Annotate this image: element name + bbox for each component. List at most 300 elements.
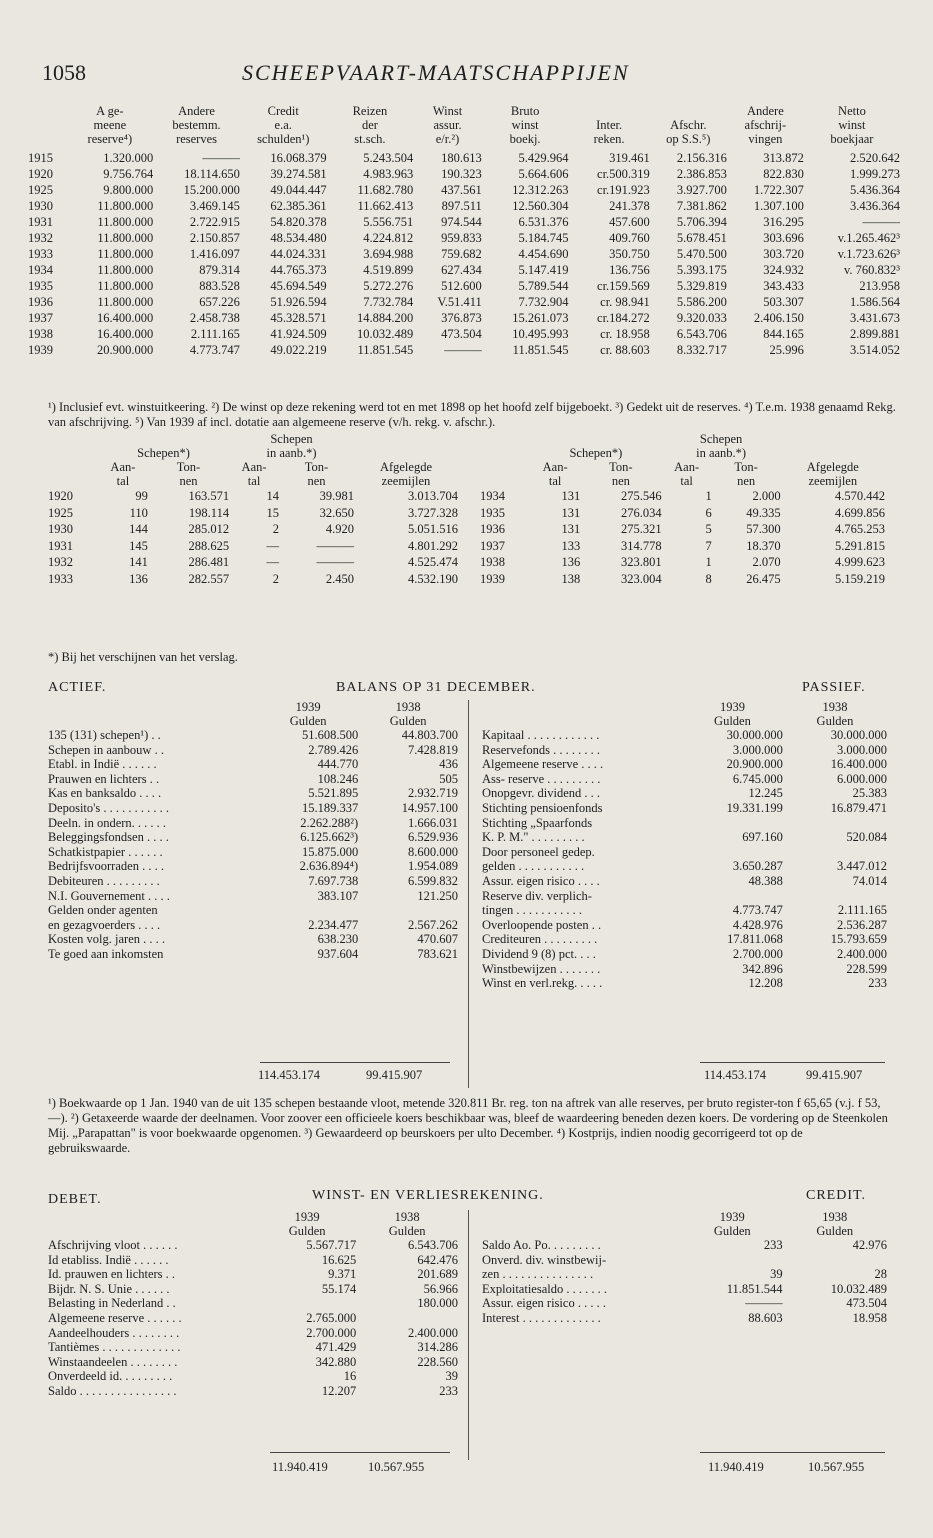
col-1938: 1938: [822, 1210, 848, 1224]
value-1938: 473.504: [846, 1296, 887, 1311]
value-cell: 285.012: [188, 522, 230, 536]
page-number: 1058: [42, 60, 86, 85]
item-label: Stichting „Spaarfonds: [482, 815, 593, 830]
table-row: [28, 294, 900, 310]
item-label: 135 (131) schepen¹) . .: [48, 728, 161, 742]
value-cell: 6.543.706: [676, 327, 727, 341]
value-1939: 48.388: [748, 873, 783, 888]
value-1939: 697.160: [742, 830, 783, 845]
total-rule: [700, 1062, 885, 1063]
column-header: [28, 104, 67, 150]
value-cell: 5: [705, 522, 712, 536]
value-1938: 1.666.031: [408, 815, 458, 830]
value-1939: 6.125.662³): [300, 830, 359, 845]
value-cell: 11.800.000: [97, 215, 154, 229]
item-label: Gelden onder agenten: [48, 903, 158, 918]
value-cell: 11.800.000: [97, 263, 154, 277]
value-1938: 6.543.706: [408, 1238, 458, 1252]
value-1938: 1.954.089: [408, 859, 458, 874]
value-1939: 20.900.000: [726, 757, 783, 772]
value-cell: 49.044.447: [270, 183, 327, 197]
value-1938: 228.560: [417, 1354, 458, 1369]
value-cell: 5.664.606: [518, 167, 569, 181]
item-label: N.I. Gouvernement . . . .: [48, 888, 170, 903]
value-cell: 2.899.881: [850, 327, 900, 341]
item-label: Ass- reserve . . . . . . . . .: [482, 771, 601, 786]
value-cell: 110: [129, 505, 148, 520]
value-cell: 503.307: [763, 295, 804, 309]
list-item: [48, 1296, 458, 1311]
value-1939: [682, 816, 783, 831]
value-1938: [356, 1311, 458, 1326]
year-cell: 1930: [48, 522, 73, 536]
value-cell: 14: [266, 489, 280, 503]
value-1939: 51.608.500: [301, 728, 359, 742]
value-cell: 288.625: [188, 538, 230, 553]
list-item: [48, 1355, 458, 1370]
col-1939: 1939: [295, 700, 321, 714]
list-item: [48, 757, 458, 772]
value-cell: 313.872: [763, 151, 804, 165]
value-cell: 9.756.764: [103, 167, 154, 181]
year-cell: 1939: [28, 343, 53, 357]
actief-total-1939: 114.453.174: [258, 1068, 321, 1082]
value-1938: 8.600.000: [408, 844, 458, 859]
value-cell: 16.400.000: [96, 327, 154, 341]
list-item: [48, 874, 458, 889]
value-cell: 6: [705, 505, 712, 520]
value-cell: 11.851.545: [512, 343, 569, 357]
value-cell: 879.314: [199, 263, 240, 277]
group-schepen: Schepen*): [137, 446, 190, 460]
value-1939: [682, 1253, 783, 1268]
list-item: [48, 903, 458, 918]
value-cell: 303.696: [763, 231, 804, 245]
value-cell: 44.765.373: [270, 263, 327, 277]
value-cell: 45.328.571: [270, 311, 327, 325]
list-item: [48, 918, 458, 933]
financial-history-table: [28, 104, 900, 358]
value-cell: 1.722.307: [753, 183, 804, 197]
value-1939: 55.174: [321, 1281, 357, 1296]
value-cell: 11.662.413: [357, 199, 414, 213]
list-item: [48, 1340, 458, 1355]
list-item: [48, 1238, 458, 1253]
item-label: Prauwen en lichters . .: [48, 771, 160, 786]
table-row: [28, 310, 900, 326]
table-row: [28, 198, 900, 214]
value-cell: 131: [561, 522, 581, 536]
value-cell: 2.406.150: [753, 311, 804, 325]
year-cell: 1936: [480, 522, 505, 536]
value-cell: 974.544: [441, 215, 482, 229]
value-1938: 6.000.000: [837, 771, 887, 786]
value-cell: 2.000: [752, 489, 781, 503]
value-1939: 342.880: [315, 1354, 357, 1369]
col-1938: 1938: [395, 700, 421, 714]
value-cell: 4.801.292: [408, 538, 458, 553]
credit-total-1938: 10.567.955: [808, 1460, 865, 1474]
col-unit: Gulden: [816, 714, 854, 728]
value-1939: 19.331.199: [726, 800, 783, 815]
value-cell: 5.184.745: [518, 231, 569, 245]
value-cell: cr.191.923: [597, 183, 650, 197]
value-cell: 9.320.033: [676, 311, 727, 325]
item-label: Saldo Ao. Po. . . . . . . . .: [482, 1238, 601, 1252]
list-item: [482, 859, 887, 874]
value-cell: 316.295: [763, 215, 804, 229]
value-cell: 8: [705, 571, 712, 586]
item-label: Kapitaal . . . . . . . . . . . .: [482, 728, 600, 742]
balans-passief-table: [482, 700, 887, 991]
debet-label: DEBET.: [48, 1192, 102, 1207]
value-cell: 15.261.073: [512, 311, 569, 325]
list-item: [482, 1282, 887, 1297]
col-unit: Gulden: [816, 1224, 854, 1238]
value-cell: 3.927.700: [676, 183, 727, 197]
col-unit: Gulden: [388, 1224, 426, 1238]
value-1938: 505: [439, 771, 458, 786]
value-cell: 49.335: [746, 505, 781, 520]
value-cell: 2.070: [752, 555, 781, 569]
col-zeemijlen: Afgelegde zeemijlen: [806, 460, 859, 488]
value-cell: 5.586.200: [676, 295, 727, 309]
item-label: Bedrijfsvoorraden . . . .: [48, 859, 164, 874]
value-1938: 14.957.100: [401, 800, 458, 815]
item-label: Deposito's . . . . . . . . . . .: [48, 800, 170, 815]
value-cell: ———: [316, 555, 354, 569]
value-cell: 2: [272, 571, 280, 586]
value-1939: 4.773.747: [732, 903, 783, 918]
list-item: [48, 830, 458, 845]
list-item: [48, 1369, 458, 1384]
balans-actief-table: [48, 700, 458, 962]
table-row: [28, 246, 900, 262]
wv-credit-table: [482, 1210, 887, 1326]
item-label: Interest . . . . . . . . . . . . .: [482, 1310, 601, 1325]
value-cell: 136: [129, 571, 148, 586]
item-label: Tantièmes . . . . . . . . . . . . .: [48, 1340, 181, 1355]
value-1938: 233: [868, 976, 887, 991]
list-item: [48, 1253, 458, 1268]
value-cell: 897.511: [441, 199, 482, 213]
year-cell: 1937: [480, 538, 505, 553]
value-cell: 26.475: [746, 571, 781, 586]
wv-title: WINST- EN VERLIESREKENING.: [312, 1188, 544, 1203]
value-cell: 1: [705, 555, 712, 569]
group-aanbouw: Schepen in aanb.*): [266, 432, 317, 460]
value-1939: 88.603: [748, 1310, 783, 1325]
value-cell: 138: [561, 571, 581, 586]
value-1938: [783, 845, 887, 860]
value-1938: 228.599: [846, 961, 887, 976]
value-cell: 457.600: [609, 215, 650, 229]
value-cell: 18.114.650: [184, 167, 240, 181]
total-rule: [270, 1452, 450, 1453]
col-tonnen: Ton- nen: [176, 460, 201, 488]
total-rule: [700, 1452, 885, 1453]
value-cell: 5.159.219: [835, 571, 885, 586]
value-cell: 1.586.564: [850, 295, 900, 309]
value-cell: 4.920: [325, 522, 354, 536]
balans-footnote: ¹) Boekwaarde op 1 Jan. 1940 van de uit 135 schepen bestaande vloot, metende 320.811 Br. reg. ton na aftrek van alle reserves, per bruto register-ton f 65,65 (v.j. f 53,—). ²) Getaxeerde waarde der deelnamen. Voor zoover een officieele koers beschikbaar was, bleef de waardeering beneden dezen koers. De vordering op de Steenkolen Mij. „Parapattan" is voor boekwaarde opgenomen. ³) Gewaardeerd op beurskoers per ulto December. ⁴) Kostprijs, indien noodig gecorrigeerd tot op de gebruikswaarde.: [48, 1096, 888, 1155]
list-item: [48, 1282, 458, 1297]
value-cell: 1.320.000: [103, 151, 154, 165]
value-cell: 3.013.704: [408, 489, 458, 503]
item-label: Assur. eigen risico . . . . .: [482, 1296, 606, 1311]
value-cell: 314.778: [620, 538, 662, 553]
col-zeemijlen: Afgelegde zeemijlen: [379, 460, 432, 488]
value-cell: 99: [135, 489, 148, 503]
value-cell: 3.514.052: [850, 343, 900, 357]
col-1939: 1939: [719, 700, 745, 714]
value-cell: 141: [129, 555, 148, 569]
value-1939: 5.567.717: [306, 1238, 357, 1252]
value-cell: 15.200.000: [183, 183, 240, 197]
value-cell: —: [266, 538, 280, 553]
col-1938: 1938: [822, 700, 848, 714]
year-cell: 1930: [28, 199, 53, 213]
value-1938: 28: [874, 1267, 887, 1282]
balans-title: BALANS OP 31 DECEMBER.: [336, 680, 536, 695]
col-unit: Gulden: [714, 714, 751, 728]
list-item: [482, 889, 887, 904]
value-cell: cr.184.272: [597, 311, 650, 325]
value-1938: 18.958: [852, 1310, 887, 1325]
value-1939: 383.107: [317, 888, 359, 903]
list-item: [482, 1253, 887, 1268]
list-item: [48, 801, 458, 816]
value-cell: 7.381.862: [676, 199, 727, 213]
year-cell: 1938: [480, 555, 505, 569]
list-item: [482, 1267, 887, 1282]
value-cell: 286.481: [188, 555, 230, 569]
value-1939: 3.000.000: [732, 742, 783, 757]
year-cell: 1932: [48, 555, 73, 569]
value-1939: 3.650.287: [732, 859, 783, 874]
value-cell: 6.531.376: [518, 215, 569, 229]
item-label: Onopgevr. dividend . . .: [482, 786, 601, 801]
item-label: gelden . . . . . . . . . . .: [482, 859, 585, 874]
table-row: [48, 505, 458, 522]
value-cell: 1: [705, 489, 712, 503]
value-1938: 3.000.000: [837, 742, 887, 757]
item-label: Algemeene reserve . . . . . .: [48, 1310, 182, 1325]
value-cell: 136.756: [609, 263, 650, 277]
value-cell: 2.722.915: [189, 215, 240, 229]
value-cell: 12.312.263: [512, 183, 569, 197]
item-label: Belasting in Nederland . .: [48, 1296, 176, 1311]
table-row: [28, 166, 900, 182]
col-tonnen: Ton- nen: [734, 460, 758, 488]
value-1939: ———: [745, 1296, 783, 1311]
table-row: [480, 488, 885, 505]
value-cell: 275.321: [620, 522, 662, 536]
list-item: [48, 816, 458, 831]
value-cell: 2.450: [325, 571, 354, 586]
value-cell: 4.525.474: [408, 555, 458, 569]
value-cell: 5.393.175: [676, 263, 727, 277]
list-item: [48, 1326, 458, 1341]
column-header: Inter. reken.: [593, 118, 625, 146]
column-header: A ge- meene reserve⁴): [87, 104, 133, 146]
list-item: [48, 1267, 458, 1282]
value-1939: 39: [770, 1267, 783, 1282]
value-cell: 350.750: [609, 247, 650, 261]
value-1938: 25.383: [852, 786, 887, 801]
list-item: [48, 947, 458, 962]
list-item: [482, 976, 887, 991]
item-label: Debiteuren . . . . . . . . .: [48, 873, 160, 888]
table-row: [28, 278, 900, 294]
value-cell: 2.458.738: [189, 311, 240, 325]
year-cell: 1932: [28, 231, 53, 245]
value-1938: 2.111.165: [837, 903, 887, 918]
value-cell: 213.958: [859, 279, 900, 293]
table-row: [480, 521, 885, 538]
value-cell: 2.520.642: [850, 151, 900, 165]
value-cell: 409.760: [609, 231, 650, 245]
list-item: [48, 1384, 458, 1399]
value-cell: 198.114: [188, 505, 230, 520]
value-cell: 512.600: [441, 279, 482, 293]
table-row: [480, 538, 885, 555]
value-cell: 323.801: [620, 555, 662, 569]
debet-total-1939: 11.940.419: [272, 1460, 328, 1474]
value-1939: 342.896: [742, 961, 783, 976]
value-cell: 324.932: [763, 263, 804, 277]
col-aantal: Aan- tal: [542, 460, 568, 488]
col-aantal: Aan- tal: [110, 460, 136, 488]
value-cell: 45.694.549: [270, 279, 327, 293]
value-1939: 2.765.000: [306, 1310, 357, 1325]
group-schepen: Schepen*): [569, 446, 623, 460]
item-label: zen . . . . . . . . . . . . . . .: [482, 1267, 594, 1282]
table-row: [480, 571, 885, 588]
list-item: [482, 743, 887, 758]
value-1938: 180.000: [417, 1296, 458, 1311]
item-label: tingen . . . . . . . . . . .: [482, 903, 582, 918]
actief-total-1938: 99.415.907: [366, 1068, 423, 1082]
value-cell: v.1.723.626³: [837, 247, 900, 261]
item-label: Assur. eigen risico . . . .: [482, 873, 600, 888]
value-cell: 12.560.304: [512, 199, 569, 213]
item-label: Door personeel gedep.: [482, 844, 595, 859]
value-cell: 5.429.964: [518, 151, 569, 165]
column-header: Netto winst boekjaar: [830, 104, 874, 146]
value-1939: 12.208: [748, 976, 783, 991]
value-cell: 3.469.145: [189, 199, 240, 213]
actief-label: ACTIEF.: [48, 680, 107, 695]
value-cell: 15: [266, 505, 280, 520]
value-1938: 39: [445, 1369, 458, 1384]
value-1938: 2.536.287: [837, 917, 887, 932]
item-label: Schatkistpapier . . . . . .: [48, 844, 163, 859]
value-cell: 133: [561, 538, 581, 553]
item-label: Winst en verl.rekg. . . . .: [482, 976, 603, 991]
list-item: [482, 757, 887, 772]
table-row: [48, 538, 458, 555]
value-cell: 48.534.480: [270, 231, 327, 245]
value-cell: 51.926.594: [270, 295, 327, 309]
value-cell: 4.454.690: [518, 247, 569, 261]
value-cell: 7: [705, 538, 712, 553]
list-item: [482, 845, 887, 860]
value-cell: 4.519.899: [363, 263, 414, 277]
year-cell: 1920: [48, 489, 73, 503]
value-1938: 470.607: [417, 932, 458, 947]
value-cell: 4.765.253: [835, 522, 885, 536]
value-1939: 15.875.000: [301, 844, 359, 859]
value-cell: 11.800.000: [97, 199, 154, 213]
value-cell: 41.924.509: [270, 327, 327, 341]
passief-total-1938: 99.415.907: [806, 1068, 863, 1082]
year-cell: 1936: [28, 295, 53, 309]
value-1939: 638.230: [317, 932, 359, 947]
value-1938: 201.689: [417, 1267, 458, 1282]
value-1939: 30.000.000: [726, 728, 783, 742]
table-row: [480, 554, 885, 571]
value-cell: cr.159.569: [597, 279, 650, 293]
value-1939: 9.371: [328, 1267, 357, 1282]
list-item: [482, 1296, 887, 1311]
value-cell: 5.436.364: [850, 183, 900, 197]
item-label: Exploitatiesaldo . . . . . . .: [482, 1281, 607, 1296]
value-cell: 62.385.361: [270, 199, 327, 213]
value-cell: cr. 88.603: [600, 343, 650, 357]
value-cell: 9.800.000: [103, 183, 154, 197]
column-header: Reizen der st.sch.: [352, 104, 388, 146]
value-1938: 7.428.819: [408, 742, 458, 757]
table-row: [28, 326, 900, 342]
value-cell: 8.332.717: [676, 343, 727, 357]
value-cell: 822.830: [763, 167, 804, 181]
value-1939: 937.604: [317, 946, 359, 961]
value-cell: 16.400.000: [96, 311, 154, 325]
list-item: [482, 874, 887, 889]
value-1939: 2.262.288²): [300, 815, 359, 830]
column-header: Andere bestemm. reserves: [172, 104, 221, 146]
value-cell: cr.500.319: [597, 167, 650, 181]
value-cell: 2.156.316: [676, 151, 727, 165]
value-1938: 16.879.471: [830, 800, 887, 815]
value-1939: 471.429: [315, 1340, 357, 1355]
value-1938: 3.447.012: [837, 859, 887, 874]
value-cell: 11.800.000: [97, 247, 154, 261]
value-cell: 3.694.988: [363, 247, 414, 261]
value-cell: 10.495.993: [512, 327, 569, 341]
year-cell: 1931: [48, 538, 73, 553]
year-cell: 1937: [28, 311, 53, 325]
column-header: Winst assur. e/r.²): [432, 104, 463, 146]
value-cell: 1.307.100: [753, 199, 804, 213]
value-cell: 276.034: [620, 505, 662, 520]
col-unit: Gulden: [289, 714, 327, 728]
value-cell: 131: [561, 505, 581, 520]
table-row: [28, 214, 900, 230]
column-header: Bruto winst boekj.: [509, 104, 541, 146]
value-cell: 2: [272, 522, 280, 536]
value-cell: 16.068.379: [270, 151, 327, 165]
table-row: [480, 505, 885, 522]
value-cell: 343.433: [763, 279, 804, 293]
column-header: Credit e.a. schulden¹): [257, 104, 310, 146]
value-cell: V.51.411: [437, 295, 482, 309]
list-item: [48, 932, 458, 947]
value-1938: 233: [439, 1383, 458, 1398]
value-cell: v. 760.832³: [843, 263, 900, 277]
table-row: [28, 150, 900, 166]
